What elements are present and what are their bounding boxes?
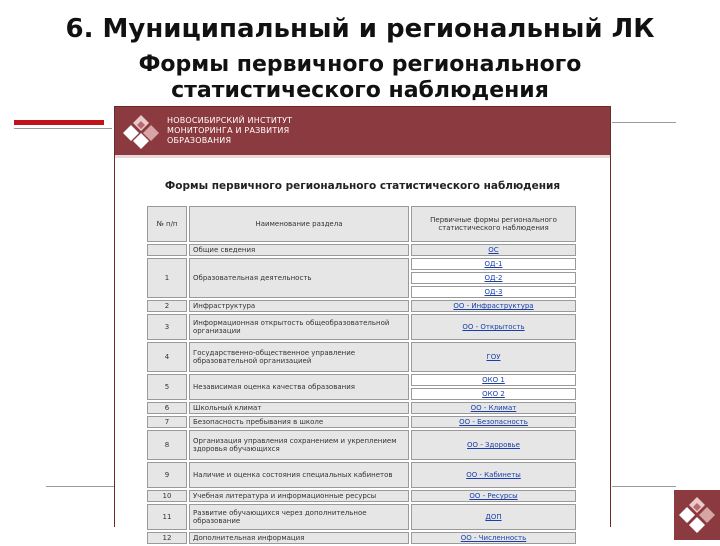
table-row	[147, 416, 576, 428]
section-name: Независимая оценка качества образования	[189, 374, 409, 400]
table-row	[147, 374, 576, 386]
section-name: Дополнительная информация	[189, 532, 409, 544]
table-row	[147, 258, 576, 270]
section-name: Образовательная деятельность	[189, 258, 409, 298]
row-number: 5	[147, 374, 187, 400]
form-link[interactable]: ОО - Кабинеты	[466, 471, 521, 479]
table-row	[147, 402, 576, 414]
row-number: 12	[147, 532, 187, 544]
section-name: Инфраструктура	[189, 300, 409, 312]
row-number: 9	[147, 462, 187, 488]
row-number: 7	[147, 416, 187, 428]
form-link[interactable]: ОО - Инфраструктура	[453, 302, 534, 310]
subtitle-line-2: статистического наблюдения	[171, 78, 549, 103]
row-number: 3	[147, 314, 187, 340]
row-number: 8	[147, 430, 187, 460]
subtitle-line-1: Формы первичного регионального	[138, 52, 582, 77]
form-link[interactable]: ОО - Ресурсы	[469, 492, 518, 500]
form-cell	[411, 374, 576, 386]
header-name: Наименование раздела	[189, 206, 409, 242]
table-row	[147, 462, 576, 488]
institute-name	[167, 116, 292, 146]
form-cell	[411, 490, 576, 502]
form-cell	[411, 416, 576, 428]
decorative-line	[612, 486, 676, 487]
section-name: Школьный климат	[189, 402, 409, 414]
row-number: 1	[147, 258, 187, 298]
form-cell	[411, 388, 576, 400]
row-number: 4	[147, 342, 187, 372]
row-number: 6	[147, 402, 187, 414]
row-number	[147, 244, 187, 256]
decorative-line	[612, 122, 676, 123]
form-cell	[411, 342, 576, 372]
form-cell	[411, 286, 576, 298]
section-name: Общие сведения	[189, 244, 409, 256]
table-row	[147, 244, 576, 256]
slide-subtitle	[0, 52, 720, 104]
table-row	[147, 504, 576, 530]
content-area	[115, 180, 610, 546]
form-link[interactable]: ОКО 2	[482, 390, 505, 398]
form-cell	[411, 258, 576, 270]
table-row	[147, 430, 576, 460]
form-cell	[411, 504, 576, 530]
form-link[interactable]: ОД-1	[484, 260, 503, 268]
embedded-screenshot	[114, 106, 611, 542]
form-link[interactable]: ОО - Открытость	[462, 323, 525, 331]
form-cell	[411, 272, 576, 284]
form-cell	[411, 244, 576, 256]
logo-line-1: НОВОСИБИРСКИЙ ИНСТИТУТ	[167, 116, 293, 125]
row-number: 11	[147, 504, 187, 530]
form-link[interactable]: ДОП	[485, 513, 502, 521]
institute-logo-icon	[679, 495, 715, 535]
site-header	[115, 107, 610, 155]
form-link[interactable]: ОД-2	[484, 274, 503, 282]
form-link[interactable]: ОО - Здоровье	[467, 441, 520, 449]
section-name: Наличие и оценка состояния специальных кабинетов	[189, 462, 409, 488]
logo-line-2: МОНИТОРИНГА И РАЗВИТИЯ	[167, 126, 290, 135]
header-strip	[115, 155, 610, 158]
section-name: Государственно-общественное управление образовательной организацией	[189, 342, 409, 372]
content-heading: Формы первичного регионального статистического наблюдения	[164, 180, 561, 192]
section-name: Информационная открытость общеобразовательной организации	[189, 314, 409, 340]
table-row	[147, 314, 576, 340]
form-link[interactable]: ОКО 1	[482, 376, 505, 384]
decorative-line	[46, 486, 114, 487]
row-number: 10	[147, 490, 187, 502]
form-link[interactable]: ГОУ	[486, 353, 501, 361]
table-row	[147, 300, 576, 312]
section-name: Учебная литература и информационные ресурсы	[189, 490, 409, 502]
section-name: Организация управления сохранением и укреплением здоровья обучающихся	[189, 430, 409, 460]
logo-line-3: ОБРАЗОВАНИЯ	[167, 136, 232, 145]
form-link[interactable]: ОО - Безопасность	[459, 418, 528, 426]
form-cell	[411, 300, 576, 312]
section-name: Развитие обучающихся через дополнительное образование	[189, 504, 409, 530]
table-row	[147, 490, 576, 502]
form-link[interactable]: ОД-3	[484, 288, 503, 296]
form-cell	[411, 402, 576, 414]
form-cell	[411, 532, 576, 544]
form-link[interactable]: ОО - Численность	[460, 534, 527, 542]
form-link[interactable]: ОО - Климат	[470, 404, 517, 412]
institute-logo-icon	[123, 113, 159, 149]
form-cell	[411, 314, 576, 340]
form-cell	[411, 430, 576, 460]
header-forms: Первичные формы регионального статистического наблюдения	[411, 206, 576, 242]
corner-logo	[674, 490, 720, 540]
decorative-red-bar	[14, 120, 104, 125]
row-number: 2	[147, 300, 187, 312]
table-row	[147, 532, 576, 544]
form-link[interactable]: ОС	[488, 246, 499, 254]
forms-table	[145, 204, 578, 546]
form-cell	[411, 462, 576, 488]
section-name: Безопасность пребывания в школе	[189, 416, 409, 428]
header-num: № п/п	[147, 206, 187, 242]
table-row	[147, 342, 576, 372]
decorative-line	[14, 128, 112, 129]
slide-title: 6. Муниципальный и региональный ЛК	[65, 14, 655, 44]
